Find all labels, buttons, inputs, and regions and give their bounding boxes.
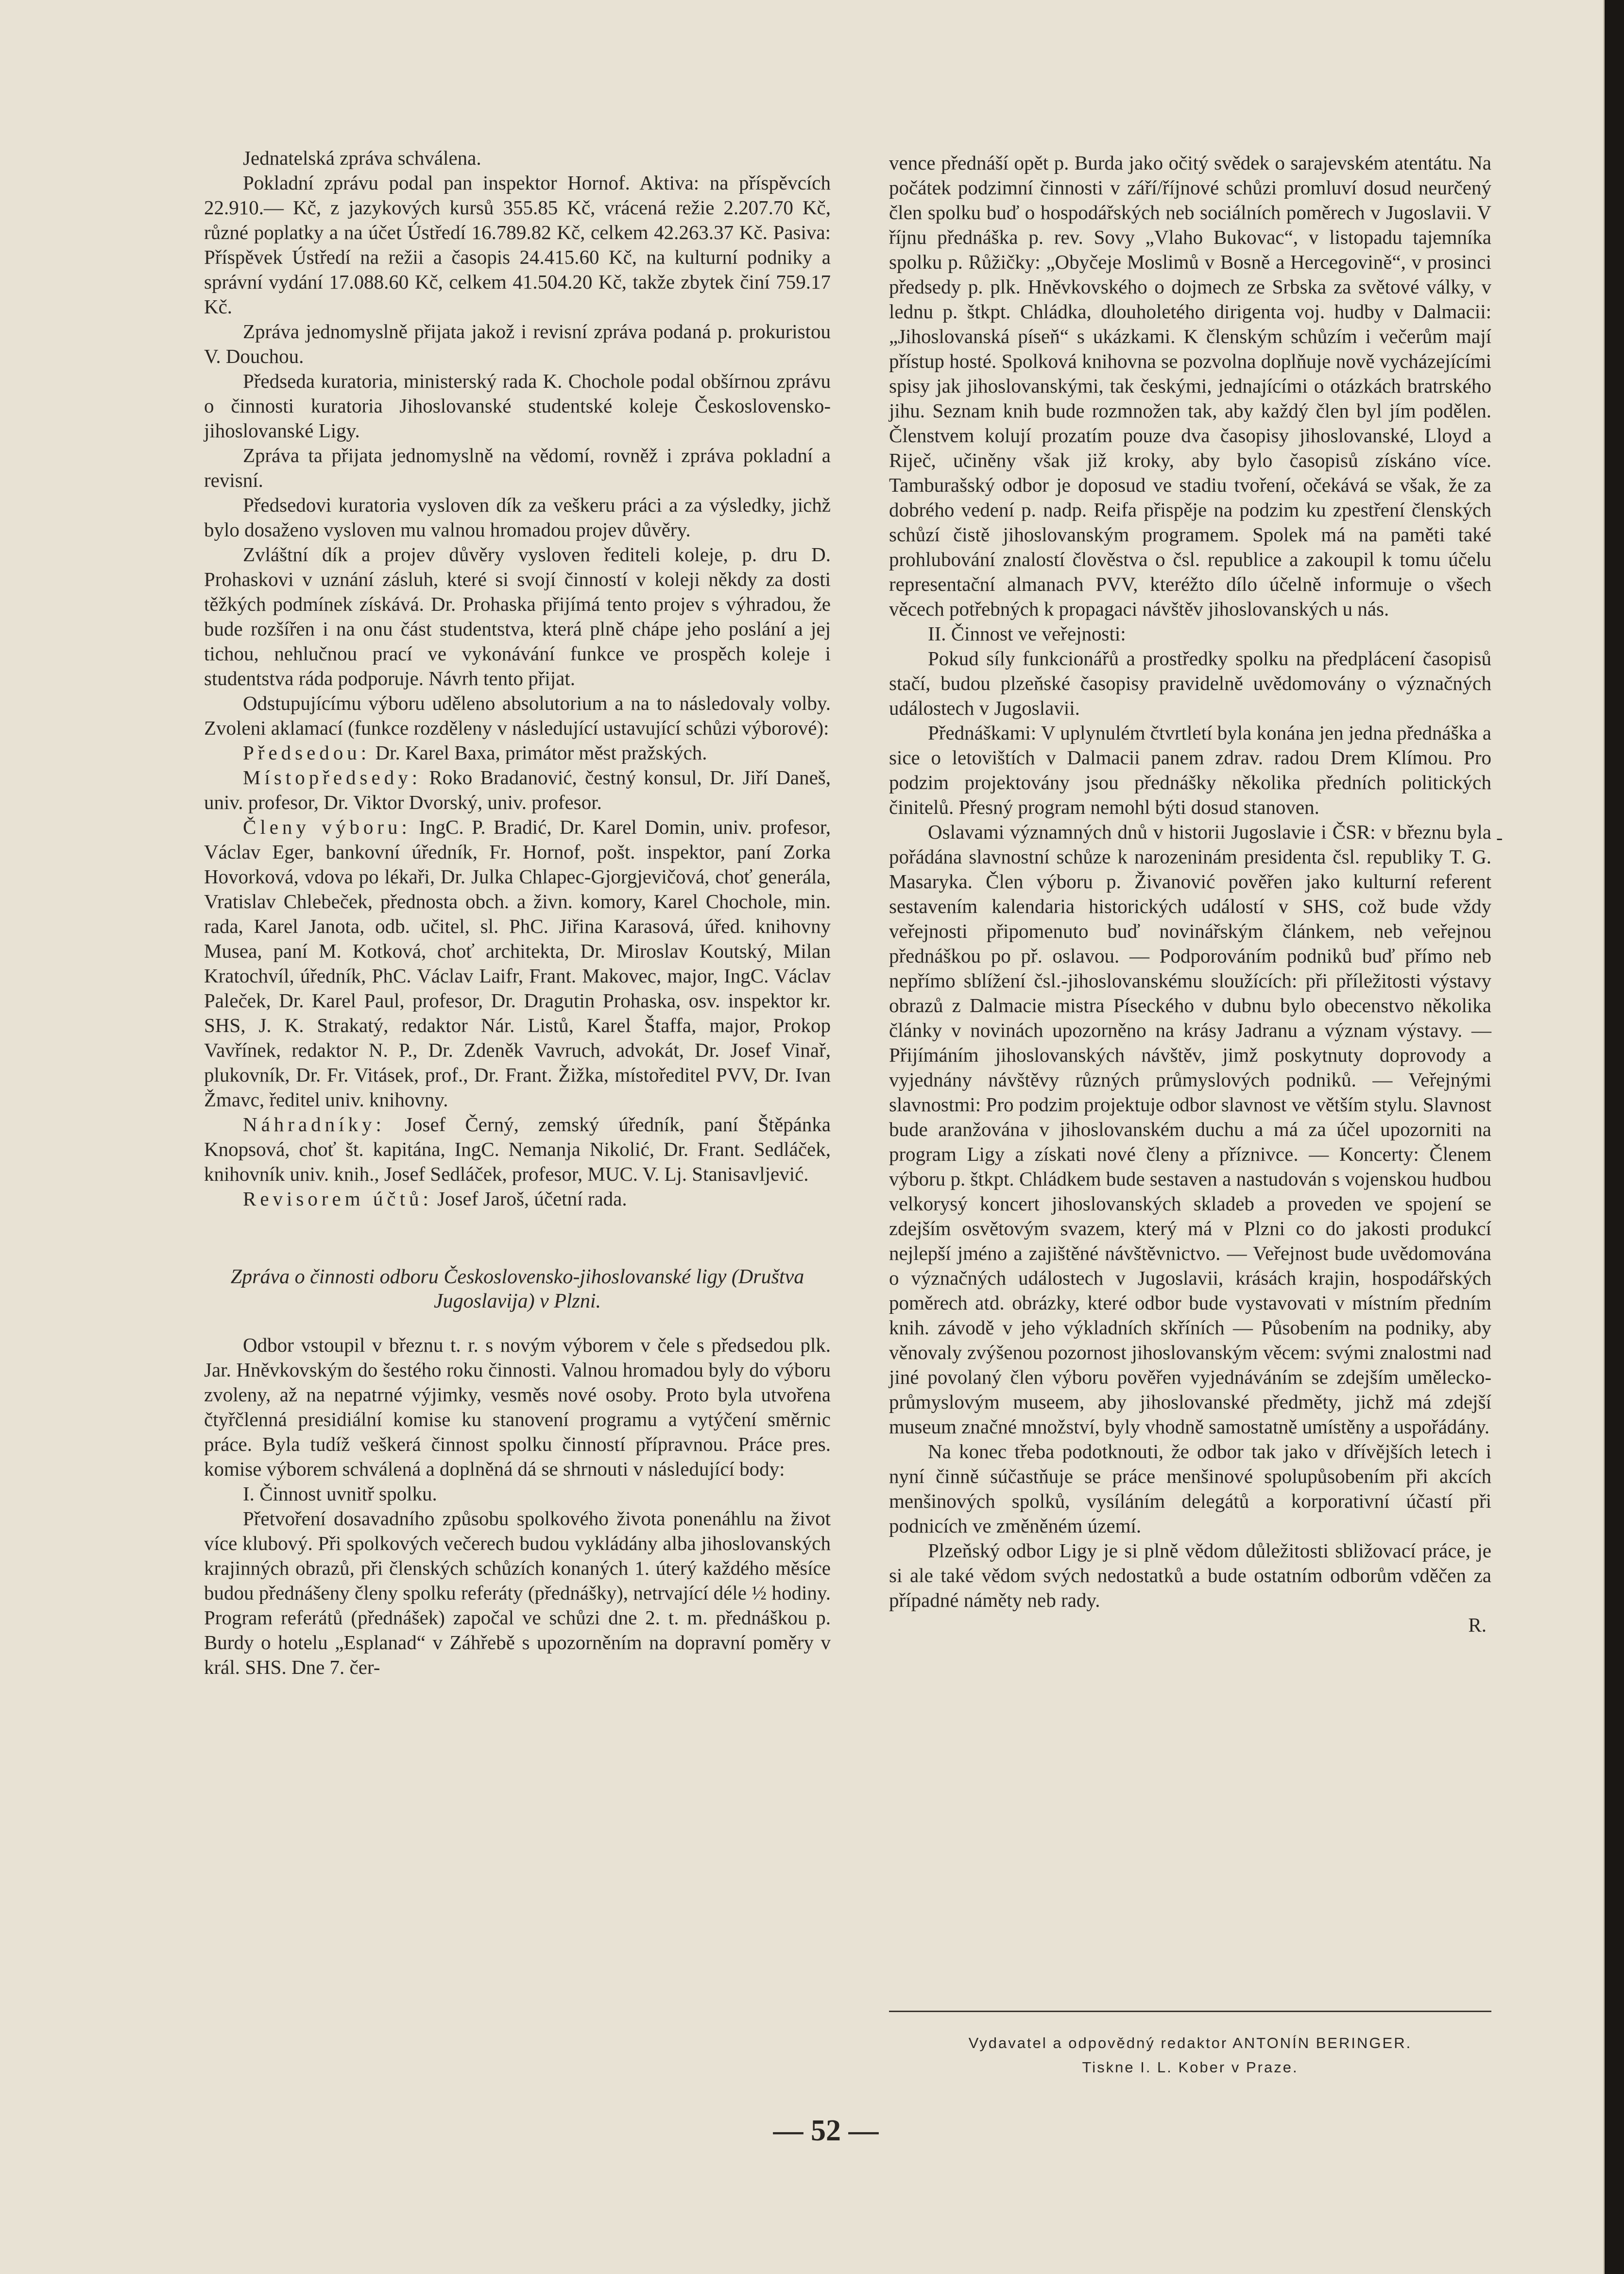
signature: R. bbox=[1468, 1614, 1487, 1636]
paragraph: Oslavami významných dnů v historii Jugoslavie i ČSR: v březnu byla pořádána slavnostní schůze k narozeninám presidenta čsl. republiky T. G. Masaryka. Člen výboru p. Živanović pověřen jako kulturní referent sestavením kalendaria historických událostí v SHS, což bude vždy veřejnosti připomenuto buď novinářským článkem, neb veřejnou přednáškou po př. oslavou. — Podporováním podniků buď přímo neb nepřímo sblížení čsl.-jihoslovanskému sloužících: při příležitosti výstavy obrazů z Dalmacie mistra Píseckého v dubnu bylo obecenstvo několika články v novinách upozorněno na krásy Jadranu a význam výstavy. — Přijímáním jihoslovanských návštěv, jimž poskytnuty doprovody a vyjednány návštěvy různých průmyslových podniků. — Veřejnými slavnostmi: Pro podzim projektuje odbor slavnost ve větším stylu. Slavnost bude aranžována v jihoslovanském duchu a má za účel upozorniti na program Ligy a získati nové členy a příznivce. — Koncerty: Členem výboru p. štkpt. Chládkem bude sestaven a nastudován s vojenskou hudbou velkorysý koncert jihoslovanských skladeb a proveden ve spojení se zdejším osvětovým svazem, který má v Plzni co do jakosti produkcí nejlepší jméno a zajištěné návštěvnictvo. — Veřejnost bude uvědomována o význačných událostech v Jugoslavii, krásách krajin, hospodářských poměrech atd. obrázky, které odbor bude vystavovati v místním předním knih. závodě v jeho výkladních skříních — Působením na podniky, aby věnovaly zvýšenou pozornost jihoslovanským věcem: svými znalostmi nad jiné povolaný člen výboru pověřen vyjednáváním se zdejším umělecko-průmyslovým museem, aby jihoslovanské předměty, jichž má zdejší museum značné množství, byly vhodně samostatně umístěny a uspořádány. bbox=[889, 821, 1491, 1438]
role-label: Předsedou: bbox=[243, 741, 371, 764]
paragraph: Přednáškami: V uplynulém čtvrtletí byla konána jen jedna přednáška a sice o letovištích v Dalmacii panem zdrav. radou Drem Klímou. Pro podzim projektovány jsou přednášky několika předních politických činitelů. Přesný program nemohl býti dosud stanoven. bbox=[889, 722, 1491, 818]
subheading: II. Činnost ve veřejnosti: bbox=[928, 622, 1126, 645]
role-label: Členy výboru: bbox=[243, 816, 411, 838]
paragraph: Plzeňský odbor Ligy je si plně vědom důležitosti sbližovací práce, je si ale také vědom svých nedostatků a bude ostatním odborům vděčen za případné náměty neb rady. bbox=[889, 1539, 1491, 1611]
role-label: Náhradníky: bbox=[243, 1113, 385, 1136]
paragraph: Zpráva ta přijata jednomyslně na vědomí, rovněž i zpráva pokladní a revisní. bbox=[204, 444, 831, 491]
role-label: Revisorem účtů: bbox=[243, 1188, 432, 1210]
role-entry bbox=[204, 1112, 831, 1187]
left-column bbox=[204, 146, 831, 1680]
paragraph: vence přednáší opět p. Burda jako očitý svědek o sarajevském atentátu. Na počátek podzimní činnosti v září/říjnové schůzi promluví dosud neurčený člen spolku buď o hospodářských neb sociálních poměrech v Jugoslavii. V říjnu přednáška p. rev. Sovy „Vlaho Bukovac“, v listopadu tajemníka spolku p. Růžičky: „Obyčeje Moslimů v Bosně a Hercegovině“, v prosinci předsedy p. plk. Hněvkovského o dojmech ze Srbska za světové války, v lednu p. štkpt. Chládka, dlouholetého dirigenta voj. hudby v Dalmacii: „Jihoslovanská píseň“ s ukázkami. K členským schůzím i večerům mají přístup hosté. Spolková knihovna se pozvolna doplňuje nově vycházejícími spisy jak jihoslovanskými, tak českými, jednajícími o otázkách bratrského jihu. Seznam knih bude rozmnožen tak, aby každý člen byl jím podělen. Členstvem kolují prozatím pouze dva časopisy jihoslovanské, Lloyd a Riječ, učiněny však již kroky, aby bylo časopisů získáno více. Tamburašský odbor je doposud ve stadiu tvoření, očekává se však, že za dobrého vedení p. nadp. Reifa přispěje na podzim ku zpestření členských schůzí čistě jihoslovanským programem. Spolek má na paměti také prohlubování znalostí člověstva o čsl. republice a zakoupil k tomu účelu representační almanach PVV, kteréžto dílo účelně informuje o všech věcech potřebných k propagaci návštěv jihoslovanských u nás. bbox=[889, 152, 1491, 620]
role-text: Roko Bradanović, čestný konsul, Dr. Jiří Daneš, univ. profesor, Dr. Viktor Dvorský, univ. profesor. bbox=[204, 766, 831, 813]
right-column bbox=[889, 151, 1491, 1637]
role-text: Josef Černý, zemský úředník, paní Štěpánka Knopsová, choť št. kapitána, IngC. Nemanja Nikolić, Dr. Frant. Sedláček, knihovník univ. knih., Josef Sedláček, profesor, MUC. V. Lj. Stanisavljević. bbox=[204, 1113, 831, 1185]
role-text: Josef Jaroš, účetní rada. bbox=[432, 1188, 627, 1210]
paragraph: Pokud síly funkcionářů a prostředky spolku na předplácení časopisů stačí, budou plzeňské časopisy pravidelně uvědomovány o význačných událostech v Jugoslavii. bbox=[889, 647, 1491, 719]
paragraph: Odstupujícímu výboru uděleno absolutorium a na to následovaly volby. Zvoleni aklamací (funkce rozděleny v následující ustavující schůzi výborové): bbox=[204, 692, 831, 739]
page-number: — 52 — bbox=[773, 2114, 879, 2147]
role-text: IngC. P. Bradić, Dr. Karel Domin, univ. profesor, Václav Eger, bankovní úředník, Fr. Hornof, pošt. inspektor, paní Zorka Hovorková, vdova po lékaři, Dr. Julka Chlapec-Gjorgjevičová, choť generála, Vratislav Chlebeček, přednosta obch. a živn. komory, Karel Chochole, min. rada, Karel Janota, odb. učitel, sl. PhC. Jiřina Karasová, úřed. knihovny Musea, paní M. Kotková, choť architekta, Dr. Miroslav Koutský, Milan Kratochvíl, úředník, PhC. Václav Laifr, Frant. Makovec, major, IngC. Václav Paleček, Dr. Karel Paul, profesor, Dr. Dragutin Prohaska, osv. inspektor kr. SHS, J. K. Strakatý, redaktor Nár. Listů, Karel Štaffa, major, Prokop Vavřínek, redaktor N. P., Dr. Zdeněk Vavruch, advokát, Dr. Josef Vinař, plukovník, Dr. Fr. Vitásek, prof., Dr. Frant. Žižka, místoředitel PVV, Dr. Ivan Žmavc, ředitel univ. knihovny. bbox=[204, 816, 831, 1111]
publisher-line: Vydavatel a odpovědný redaktor ANTONÍN BERINGER. bbox=[968, 2034, 1412, 2051]
paragraph: Odbor vstoupil v březnu t. r. s novým výborem v čele s předsedou plk. Jar. Hněvkovským do šestého roku činnosti. Valnou hromadou byly do výboru zvoleny, až na nepatrné výjimky, vesměs nové osoby. Proto byla utvořena čtyřčlenná presidiální komise ku stanovení programu a vytýčení směrnic práce. Byla tudíž veškerá činnost spolku činností přípravnou. Práce pres. komise výborem schválená a doplněná dá se shrnouti v následující body: bbox=[204, 1334, 831, 1480]
role-entry bbox=[204, 765, 831, 815]
paragraph: Zpráva jednomyslně přijata jakož i revisní zpráva podaná p. prokuristou V. Douchou. bbox=[204, 320, 831, 367]
margin-mark: - bbox=[1496, 827, 1503, 848]
role-entry bbox=[204, 741, 831, 765]
section-title: Zpráva o činnosti odboru Československo-jihoslovanské ligy (Društva Jugoslavija) v Plzni. bbox=[230, 1266, 804, 1312]
subheading: I. Činnost uvnitř spolku. bbox=[243, 1482, 437, 1505]
printer-line: Tiskne I. L. Kober v Praze. bbox=[1082, 2059, 1299, 2076]
paragraph: Pokladní zprávu podal pan inspektor Hornof. Aktiva: na příspěvcích 22.910.— Kč, z jazykových kursů 355.85 Kč, vrácená režie 2.207.70 Kč, různé poplatky a na účet Ústředí 16.789.82 Kč, celkem 42.263.37 Kč. Pasiva: Příspěvek Ústředí na režii a časopis 24.415.60 Kč, na kulturní podniky a správní vydání 17.088.60 Kč, celkem 41.504.20 Kč, takže zbytek činí 759.17 Kč. bbox=[204, 172, 831, 318]
paragraph: Předseda kuratoria, ministerský rada K. Chochole podal obšírnou zprávu o činnosti kuratoria Jihoslovanské studentské koleje Československo-jihoslovanské Ligy. bbox=[204, 370, 831, 442]
imprint bbox=[889, 2031, 1491, 2080]
role-entry bbox=[204, 1187, 831, 1211]
paragraph: Na konec třeba podotknouti, že odbor tak jako v dřívějších letech i nyní činně súčastňuje se práce menšinové spolupůsobením při akcích menšinových spolků, vysíláním delegátů a korporativní účastí při podnicích ve změněném území. bbox=[889, 1440, 1491, 1537]
role-text: Dr. Karel Baxa, primátor měst pražských. bbox=[370, 741, 707, 764]
role-entry bbox=[204, 815, 831, 1112]
role-label: Místopředsedy: bbox=[243, 766, 422, 789]
paragraph: Zvláštní dík a projev důvěry vysloven řediteli koleje, p. dru D. Prohaskovi v uznání zásluh, které si svojí činností v koleji někdy za dosti těžkých podmínek získává. Dr. Prohaska přijímá tento projev s výhradou, že bude rozšířen i na onu část studentstva, která plně chápe jeho poslání a jej tichou, nehlučnou prací ve vykonávání funkce ve prospěch koleje i studentstva ráda podporuje. Návrh tento přijat. bbox=[204, 543, 831, 689]
footer-divider bbox=[889, 2011, 1491, 2012]
paragraph: Jednatelská zpráva schválena. bbox=[243, 147, 481, 169]
paragraph: Předsedovi kuratoria vysloven dík za veškeru práci a za výsledky, jichž bylo dosaženo vysloven mu valnou hromadou projev důvěry. bbox=[204, 494, 831, 541]
paragraph: Přetvoření dosavadního způsobu spolkového života ponenáhlu na život více klubový. Při spolkových večerech budou vykládány alba jihoslovanských krajinných obrazů, při členských schůzích konaných 1. úterý každého měsíce budou přednášeny členy spolku referáty (přednášky), netrvající déle ½ hodiny. Program referátů (přednášek) započal ve schůzi dne 2. t. m. přednáškou p. Burdy o hotelu „Esplanad“ v Záhřebě s upozorněním na dopravní poměry v král. SHS. Dne 7. čer- bbox=[204, 1507, 831, 1678]
